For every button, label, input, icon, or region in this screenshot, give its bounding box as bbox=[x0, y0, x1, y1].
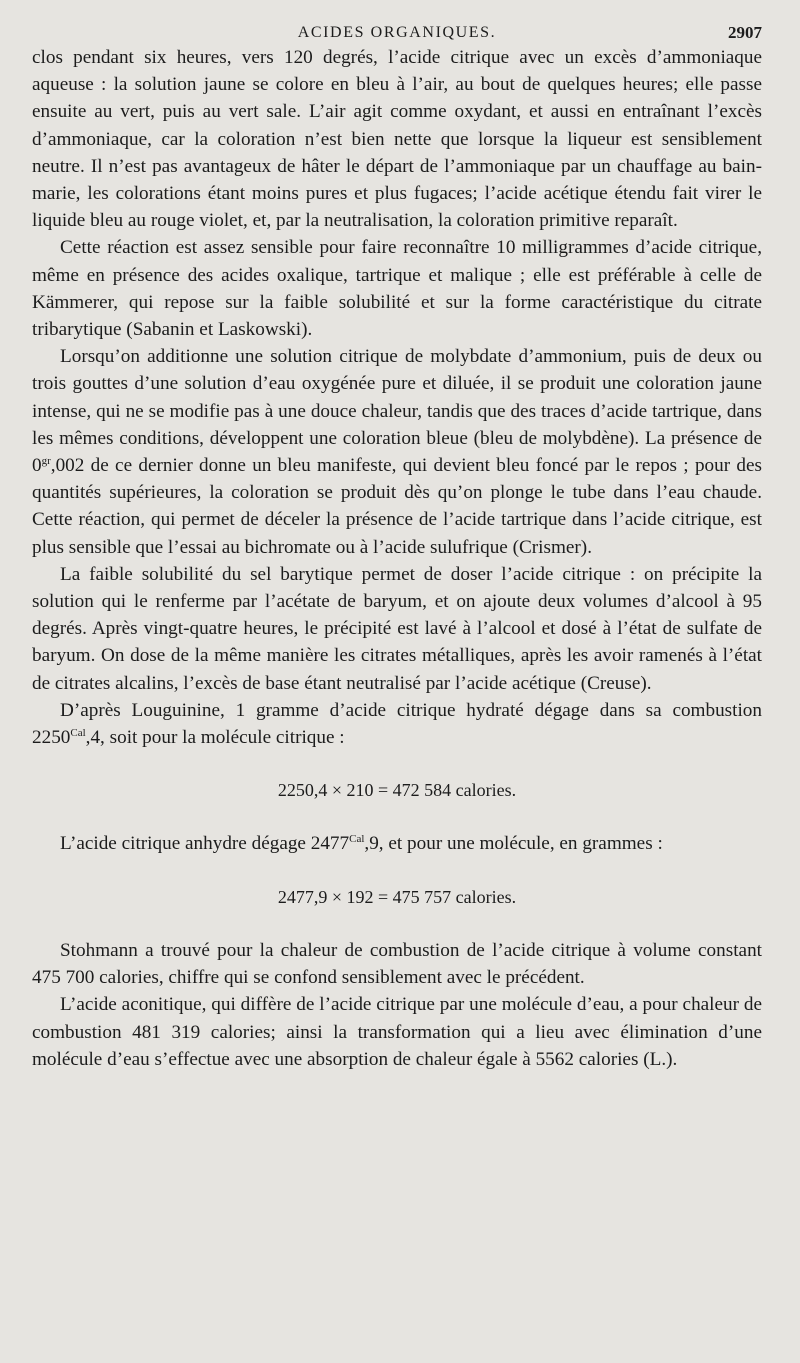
paragraph-3-part-1: Lorsqu’on additionne une solution citrique de molybdate d’ammonium, puis de deux ou trois gouttes d’une solution d’eau oxygénée pure et diluée, il se produit une coloration jaune intense, qui ne se modifie pas à une douce chaleur, tandis que des traces d’acide tartrique, dans les mêmes conditions, développent une coloration bleue (bleu de molybdène). La présence de 0 bbox=[32, 346, 762, 477]
unit-superscript-cal-2: Cal bbox=[349, 833, 365, 846]
paragraph-3-part-2: ,002 de ce dernier donne un bleu manifeste, qui devient bleu foncé par le repos ; pour des quantités supérieures, la coloration se produit dès qu’on plonge le tube dans l’eau chaude. Cette réaction, qui permet de déceler la présence de l’acide tartrique dans l’acide citrique, est plus sensible que l’essai au bichromate ou à l’acide sulufrique (Crismer). bbox=[32, 455, 762, 558]
paragraph-2: Cette réaction est assez sensible pour faire reconnaître 10 milligrammes d’acide citrique, même en présence des acides oxalique, tartrique et malique ; elle est préférable à celle de Kämmerer, qui repose sur la faible solubilité et sur la forme caractéristique du citrate tribarytique (Sabanin et Laskowski). bbox=[32, 237, 762, 341]
paragraph-6-part-2: ,9, et pour une molécule, en grammes : bbox=[364, 833, 663, 855]
paragraph-5 bbox=[32, 697, 762, 751]
unit-superscript-cal-1: Cal bbox=[70, 727, 86, 740]
paragraph-6 bbox=[32, 830, 762, 857]
body-text bbox=[32, 44, 762, 1073]
paragraph-3 bbox=[32, 343, 762, 561]
paragraph-4: La faible solubilité du sel barytique permet de doser l’acide citrique : on précipite la solution qui le renferme par l’acétate de baryum, et on ajoute deux volumes d’alcool à 95 degrés. Après vingt-quatre heures, le précipité est lavé à l’alcool et dosé à l’état de sulfate de baryum. On dose de la même manière les citrates métalliques, après les avoir ramenés à l’état de citrates alcalins, l’excès de base étant neutralisé par l’acide acétique (Creuse). bbox=[32, 563, 762, 694]
paragraph-5-part-2: ,4, soit pour la molécule citrique : bbox=[85, 727, 345, 749]
paragraph-8: L’acide aconitique, qui diffère de l’acide citrique par une molécule d’eau, a pour chaleur de combustion 481 319 calories; ainsi la transformation qui a lieu avec élimination d’une molécule d’eau s’effectue avec une absorption de chaleur égale à 5562 calories (L.). bbox=[32, 994, 762, 1070]
running-title: ACIDES ORGANIQUES. bbox=[297, 24, 497, 41]
paragraph-1: clos pendant six heures, vers 120 degrés, l’acide citrique avec un excès d’ammoniaque aqueuse : la solution jaune se colore en bleu à l’air, au bout de quelques heures; elle passe ensuite au vert, puis au vert sale. L’air agit comme oxydant, et aussi en entraînant l’excès d’ammoniaque, car la coloration n’est bien nette que lorsque la liqueur est sensiblement neutre. Il n’est pas avantageux de hâter le départ de l’ammoniaque par un chauffage au bain-marie, les colorations étant moins pures et plus fugaces; l’acide acétique étendu fait virer le liquide bleu au rouge violet, et, par la neutralisation, la coloration primitive reparaît. bbox=[32, 47, 762, 232]
formula-2: 2477,9 × 192 = 475 757 calories. bbox=[277, 886, 517, 907]
paragraph-7: Stohmann a trouvé pour la chaleur de combustion de l’acide citrique à volume constant 475 700 calories, chiffre qui se confond sensiblement avec le précédent. bbox=[32, 939, 762, 989]
running-head bbox=[32, 0, 762, 44]
unit-superscript-gr: gr bbox=[41, 455, 51, 468]
paragraph-6-part-1: L’acide citrique anhydre dégage 2477 bbox=[60, 833, 350, 855]
paragraph-5-part-1: D’après Louguinine, 1 gramme d’acide citrique hydraté dégage dans sa combustion 2250 bbox=[32, 699, 762, 749]
formula-1: 2250,4 × 210 = 472 584 calories. bbox=[277, 780, 517, 801]
page-number: 2907 bbox=[728, 23, 762, 42]
